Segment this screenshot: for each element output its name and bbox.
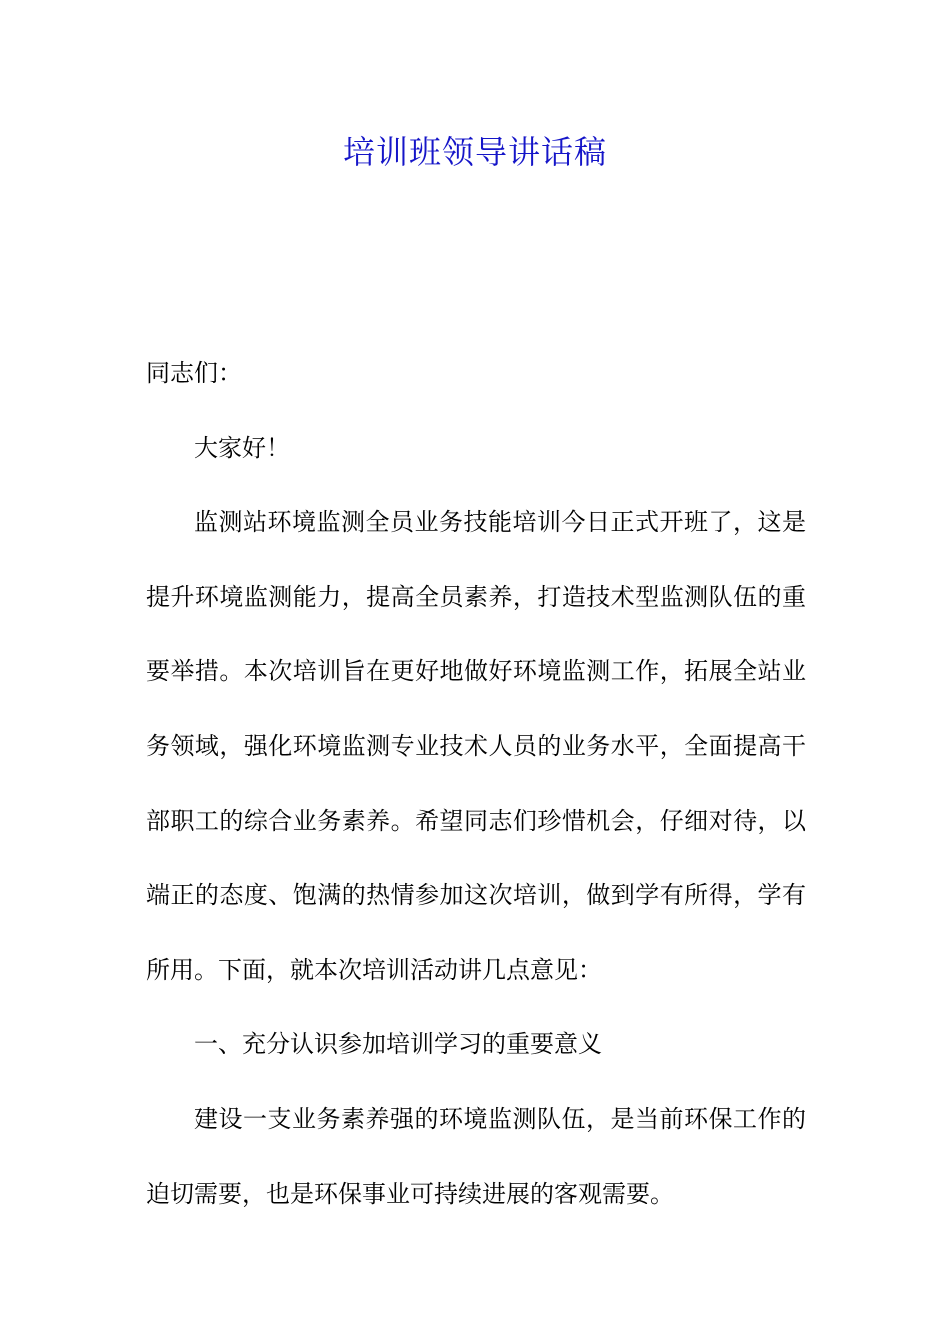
document-body [146, 336, 806, 1231]
document-title: 培训班领导讲话稿 [342, 133, 607, 171]
section-heading-1: 一、充分认识参加培训学习的重要意义 [194, 1030, 602, 1059]
salutation: 同志们： [146, 359, 242, 387]
greeting: 大家好！ [194, 433, 290, 462]
paragraph-section-1: 建设一支业务素养强的环境监测队伍，是当前环保工作的迫切需要，也是环保事业可持续进展的客观需要。 [146, 1104, 806, 1208]
paragraph-intro: 监测站环境监测全员业务技能培训今日正式开班了，这是提升环境监测能力，提高全员素养，打造技术型监测队伍的重要举措。本次培训旨在更好地做好环境监测工作，拓展全站业务领域，强化环境监测专业技术人员的业务水平，全面提高干部职工的综合业务素养。希望同志们珍惜机会，仔细对待，以端正的态度、饱满的热情参加这次培训，做到学有所得，学有所用。下面，就本次培训活动讲几点意见： [146, 508, 806, 984]
